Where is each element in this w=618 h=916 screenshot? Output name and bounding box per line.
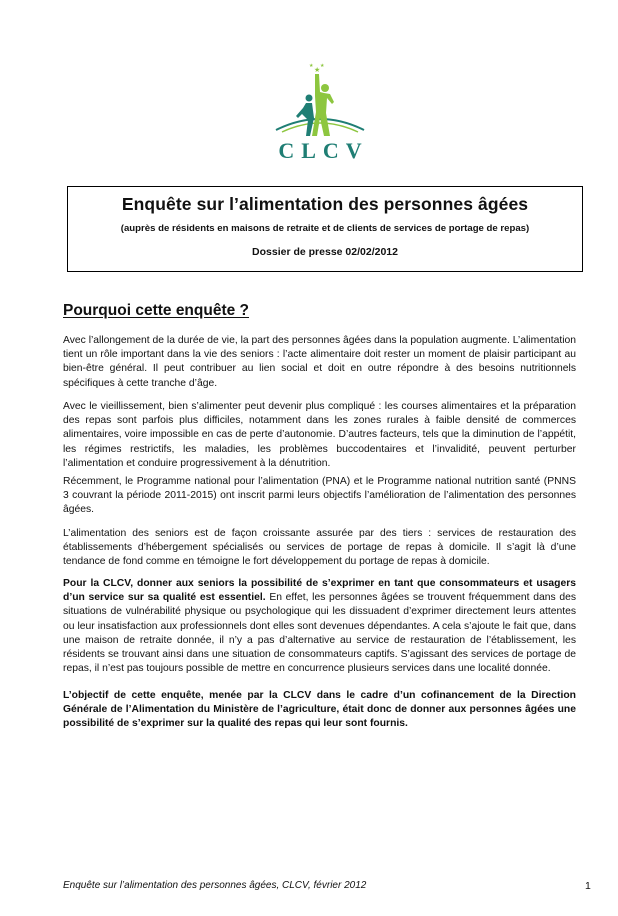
star-icon: ★	[320, 63, 325, 69]
title-box	[67, 186, 583, 272]
paragraph-rest: En effet, les personnes âgées se trouvent fréquemment dans des situations de vulnérabilité physique ou psychologique qui les dissuadent d’exprimer directement leurs attentes ou leur insatisfaction aux professionnels dont elles sont devenues dépendantes. A cela s’ajoute le fait que, dans une maison de retraite donnée, il n’y a pas d’alternative au service de restauration de l’établissement, les résidents se trouvant ainsi dans une situation de consommateurs captifs. S’agissant des services de portage de repas, il n’est pas toujours possible de mettre en concurrence plusieurs services dans une localité donnée.	[63, 592, 576, 675]
star-icon: ★	[309, 63, 314, 69]
paragraph: Récemment, le Programme national pour l’alimentation (PNA) et le Programme national nutrition santé (PNNS 3 couvrant la période 2011-2015) ont inscrit parmi leurs objectifs l’amélioration de l’alimentation des personnes âgées.	[63, 476, 576, 516]
footer-text: Enquête sur l’alimentation des personnes âgées, CLCV, février 2012	[63, 880, 367, 891]
document-subtitle: (auprès de résidents en maisons de retraite et de clients de services de portage de repas)	[120, 223, 530, 234]
press-kit-date: Dossier de presse 02/02/2012	[252, 246, 398, 258]
paragraph: Avec le vieillissement, bien s’alimenter peut devenir plus compliqué : les courses alimentaires et la préparation des repas sont parfois plus difficiles, notamment dans les zones rurales à faible densité de commerces alimentaires, voire impossible en cas de perte d’autonomie. D’autres facteurs, tels que la diminution de l’appétit, les régimes restrictifs, les maladies, les problèmes buccodentaires et l’invalidité, peuvent perturber l’alimentation et conduire progressivement à la dénutrition.	[63, 401, 576, 469]
paragraph: Avec l’allongement de la durée de vie, la part des personnes âgées dans la population augmente. L’alimentation tient un rôle important dans la vie des seniors : l’acte alimentaire doit rester un moment de plaisir participant au bien-être général. Il peut contribuer au lien social et doit en outre répondre à des besoins nutritionnels spécifiques à cette tranche d’âge.	[63, 335, 576, 389]
section-heading: Pourquoi cette enquête ?	[63, 302, 250, 319]
star-icon: ★	[314, 67, 321, 74]
clcv-figures-icon	[268, 58, 372, 138]
logo-text: CLCV	[278, 138, 369, 163]
page-number: 1	[585, 880, 591, 892]
paragraph-clcv-position	[63, 577, 576, 676]
paragraph: L’alimentation des seniors est de façon croissante assurée par des tiers : services de restauration des établissements d’hébergement spécialisés ou services de portage de repas à domicile. Il s’agit là d’une tendance de fond comme en témoigne le fort développement du portage de repas à domicile.	[63, 528, 576, 568]
clcv-logo	[268, 58, 372, 166]
paragraph-bold-lead: Pour la CLCV, donner aux seniors la possibilité de s’exprimer en tant que consommateurs et usagers d’un service sur sa qualité est essentiel.	[63, 578, 576, 604]
document-title: Enquête sur l’alimentation des personnes âgées	[121, 194, 529, 214]
paragraph-objective: L’objectif de cette enquête, menée par la CLCV dans le cadre d’un cofinancement de la Direction Générale de l’Alimentation du Ministère de l’agriculture, était donc de donner aux personnes âgées une possibilité de s’exprimer sur la qualité des repas qui leur sont fournis.	[63, 690, 576, 730]
